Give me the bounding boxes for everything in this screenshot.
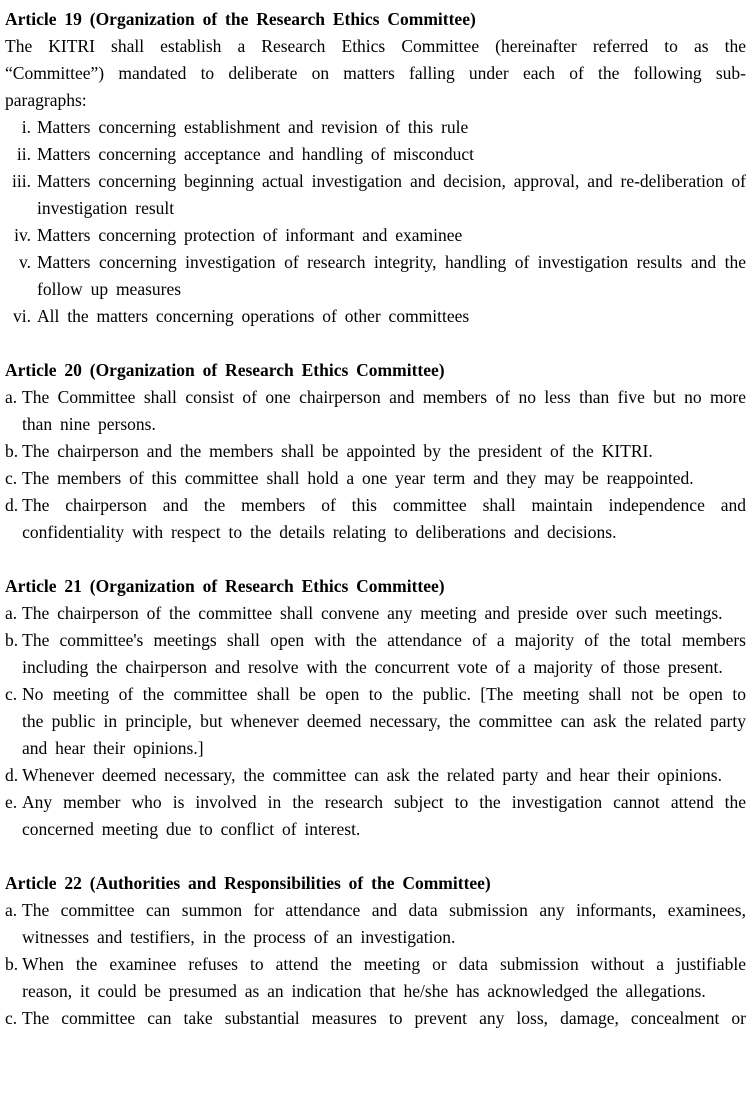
list-item-text: Any member who is involved in the research subject to the investigation cannot attend the concerned meeting due to conflict of interest.	[22, 792, 746, 839]
article-22-heading: Article 22 (Authorities and Responsibilities of the Committee)	[5, 873, 491, 893]
article-19-heading: Article 19 (Organization of the Research Ethics Committee)	[5, 9, 476, 29]
list-item	[5, 465, 746, 492]
list-item	[5, 600, 746, 627]
list-item-text: All the matters concerning operations of other committees	[37, 306, 470, 326]
list-marker: c.	[5, 684, 18, 704]
list-item-text: The committee can summon for attendance and data submission any informants, examinees, witnesses and testifiers, in the process of an investigation.	[22, 900, 746, 947]
list-item-text: Matters concerning acceptance and handling of misconduct	[37, 144, 474, 164]
list-item	[5, 168, 746, 222]
article-19-intro-paragraph: The KITRI shall establish a Research Ethics Committee (hereinafter referred to as the “Committee”) mandated to deliberate on matters falling under each of the following sub-paragraphs:	[5, 36, 746, 110]
list-marker: vi.	[13, 306, 31, 326]
list-item	[5, 249, 746, 303]
list-item-text: Whenever deemed necessary, the committee can ask the related party and hear their opinions.	[22, 765, 722, 785]
list-marker: b.	[5, 954, 19, 974]
list-item-text: The Committee shall consist of one chairperson and members of no less than five but no more than nine persons.	[22, 387, 746, 434]
list-item	[5, 438, 746, 465]
list-item	[5, 114, 746, 141]
list-marker: v.	[19, 252, 31, 272]
list-marker: e.	[5, 792, 18, 812]
list-item-text: The committee can take substantial measures to prevent any loss, damage, concealment or	[22, 1008, 746, 1028]
list-item	[5, 384, 746, 438]
list-item	[5, 141, 746, 168]
section-article-22	[5, 870, 746, 1032]
list-item-text: The members of this committee shall hold a one year term and they may be reappointed.	[22, 468, 694, 488]
list-item-text: The committee's meetings shall open with the attendance of a majority of the total members including the chairperson and resolve with the concurrent vote of a majority of those present.	[22, 630, 746, 677]
list-marker: b.	[5, 630, 19, 650]
list-item	[5, 492, 746, 546]
list-item	[5, 1005, 746, 1032]
list-marker: b.	[5, 441, 19, 461]
list-marker: iii.	[12, 171, 31, 191]
list-marker: ii.	[16, 144, 31, 164]
list-marker: c.	[5, 1008, 18, 1028]
list-item-text: Matters concerning establishment and revision of this rule	[37, 117, 469, 137]
article-22-alpha-list	[5, 897, 746, 1032]
list-item	[5, 762, 746, 789]
article-20-alpha-list	[5, 384, 746, 546]
list-marker: c.	[5, 468, 18, 488]
list-marker: d.	[5, 495, 19, 515]
list-marker: i.	[21, 117, 31, 137]
list-item-text: When the examinee refuses to attend the meeting or data submission without a justifiable reason, it could be presumed as an indication that he/she has acknowledged the allegations.	[22, 954, 746, 1001]
list-marker: iv.	[14, 225, 31, 245]
list-marker: d.	[5, 765, 19, 785]
list-marker: a.	[5, 900, 18, 920]
list-item	[5, 897, 746, 951]
list-item-text: Matters concerning protection of informant and examinee	[37, 225, 463, 245]
list-item	[5, 681, 746, 762]
list-marker: a.	[5, 387, 18, 407]
section-article-19	[5, 6, 746, 330]
list-item	[5, 789, 746, 843]
article-20-heading: Article 20 (Organization of Research Ethics Committee)	[5, 360, 445, 380]
list-item-text: Matters concerning investigation of research integrity, handling of investigation results and the follow up measures	[37, 252, 746, 299]
list-item	[5, 627, 746, 681]
article-21-heading: Article 21 (Organization of Research Ethics Committee)	[5, 576, 445, 596]
section-article-20	[5, 357, 746, 546]
list-item-text: The chairperson of the committee shall convene any meeting and preside over such meetings.	[22, 603, 723, 623]
list-item	[5, 222, 746, 249]
list-item	[5, 303, 746, 330]
list-item-text: The chairperson and the members of this committee shall maintain independence and confidentiality with respect to the details relating to deliberations and decisions.	[22, 495, 746, 542]
article-21-alpha-list	[5, 600, 746, 843]
list-item-text: No meeting of the committee shall be open to the public. [The meeting shall not be open to the public in principle, but whenever deemed necessary, the committee can ask the related party and hear their opinions.]	[22, 684, 746, 758]
list-marker: a.	[5, 603, 18, 623]
list-item-text: The chairperson and the members shall be appointed by the president of the KITRI.	[22, 441, 653, 461]
list-item	[5, 951, 746, 1005]
section-article-21	[5, 573, 746, 843]
list-item-text: Matters concerning beginning actual investigation and decision, approval, and re-deliberation of investigation result	[37, 171, 746, 218]
article-19-roman-list	[5, 114, 746, 330]
